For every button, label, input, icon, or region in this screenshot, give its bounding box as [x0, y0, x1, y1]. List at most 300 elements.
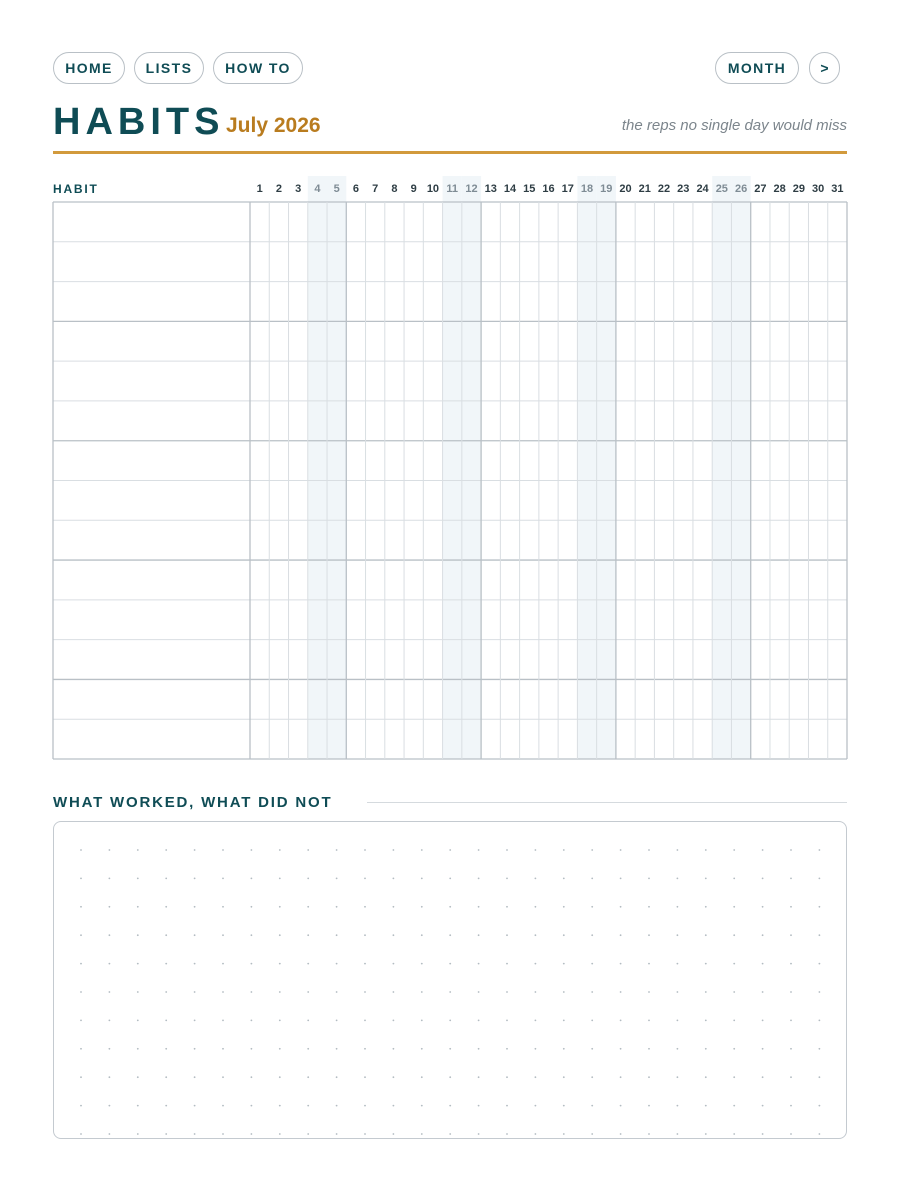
grid-dot [137, 878, 139, 880]
grid-dot [165, 1048, 167, 1050]
grid-dot [109, 991, 111, 993]
grid-dot [194, 1048, 196, 1050]
grid-dot [194, 963, 196, 965]
grid-dot [222, 878, 224, 880]
grid-dot [762, 1105, 764, 1107]
weekend-column [731, 176, 750, 759]
grid-dot [194, 906, 196, 908]
grid-dot [165, 934, 167, 936]
reflection-title: WHAT WORKED, WHAT DID NOT [53, 794, 333, 811]
grid-dot [620, 934, 622, 936]
grid-dot [109, 849, 111, 851]
grid-dot [421, 849, 423, 851]
grid-dot [137, 1020, 139, 1022]
grid-dot [790, 1076, 792, 1078]
grid-dot [279, 1020, 281, 1022]
grid-dot [620, 963, 622, 965]
day-number: 12 [465, 183, 478, 195]
grid-dot [620, 991, 622, 993]
grid-dot [194, 878, 196, 880]
grid-dot [194, 934, 196, 936]
reflection-title-line [367, 802, 847, 803]
grid-dot [563, 1048, 565, 1050]
grid-dot [307, 1105, 309, 1107]
grid-dot [421, 1076, 423, 1078]
day-number: 31 [831, 183, 844, 195]
grid-dot [194, 1105, 196, 1107]
grid-dot [506, 849, 508, 851]
grid-dot [648, 991, 650, 993]
grid-dot [449, 963, 451, 965]
grid-dot [137, 1133, 139, 1135]
grid-dot [790, 963, 792, 965]
grid-dot [506, 1133, 508, 1135]
grid-dot [677, 1048, 679, 1050]
grid-dot [591, 1133, 593, 1135]
day-number: 11 [446, 183, 459, 195]
day-number: 28 [773, 183, 786, 195]
grid-dot [393, 1076, 395, 1078]
grid-dot [677, 934, 679, 936]
grid-dot [279, 934, 281, 936]
grid-dot [336, 1020, 338, 1022]
grid-dot [563, 878, 565, 880]
grid-dot [677, 1105, 679, 1107]
grid-dot [762, 963, 764, 965]
grid-dot [449, 1076, 451, 1078]
grid-dot [648, 849, 650, 851]
grid-dot [449, 1020, 451, 1022]
grid-dot [222, 1105, 224, 1107]
grid-dot [222, 1133, 224, 1135]
grid-dot [563, 991, 565, 993]
day-number: 10 [426, 183, 440, 195]
grid-dot [449, 906, 451, 908]
grid-dot [393, 1105, 395, 1107]
grid-dot [535, 1048, 537, 1050]
grid-dot [251, 849, 253, 851]
grid-dot [449, 934, 451, 936]
day-number: 8 [391, 183, 398, 195]
grid-dot [307, 849, 309, 851]
grid-dot [279, 849, 281, 851]
grid-dot [762, 1048, 764, 1050]
grid-dot [733, 1048, 735, 1050]
grid-dot [222, 1020, 224, 1022]
grid-dot [648, 878, 650, 880]
grid-dot [819, 991, 821, 993]
grid-dot [705, 963, 707, 965]
grid-dot [563, 963, 565, 965]
page-title: HABITS [53, 101, 225, 143]
grid-dot [648, 934, 650, 936]
grid-dot [137, 991, 139, 993]
grid-dot [279, 1105, 281, 1107]
grid-dot [279, 1048, 281, 1050]
home-button[interactable]: HOME [53, 52, 125, 84]
grid-dot [222, 1048, 224, 1050]
grid-dot [733, 878, 735, 880]
grid-dot [762, 991, 764, 993]
day-number: 19 [600, 183, 613, 195]
grid-dot [563, 934, 565, 936]
grid-dot [733, 849, 735, 851]
grid-dot [251, 963, 253, 965]
grid-dot [165, 1020, 167, 1022]
grid-dot [677, 1020, 679, 1022]
grid-dot [165, 878, 167, 880]
grid-dot [165, 1133, 167, 1135]
day-number: 23 [677, 183, 690, 195]
grid-dot [449, 991, 451, 993]
grid-dot [393, 934, 395, 936]
grid-dot [733, 934, 735, 936]
grid-dot [421, 1048, 423, 1050]
day-number: 22 [657, 183, 671, 195]
grid-dot [222, 906, 224, 908]
grid-dot [819, 906, 821, 908]
habit-column-header: HABIT [53, 182, 99, 196]
next-month-button[interactable]: > [809, 52, 840, 84]
grid-dot [819, 1133, 821, 1135]
grid-dot [563, 1133, 565, 1135]
grid-dot [165, 1076, 167, 1078]
grid-dot [279, 1133, 281, 1135]
grid-dot [762, 1076, 764, 1078]
grid-dot [80, 963, 82, 965]
grid-dot [137, 963, 139, 965]
grid-dot [762, 878, 764, 880]
grid-dot [336, 934, 338, 936]
grid-dot [251, 1133, 253, 1135]
grid-dot [705, 906, 707, 908]
grid-dot [364, 906, 366, 908]
grid-dot [620, 849, 622, 851]
grid-dot [535, 1133, 537, 1135]
grid-dot [393, 849, 395, 851]
dot-grid [54, 822, 847, 1139]
grid-dot [563, 849, 565, 851]
grid-dot [421, 906, 423, 908]
grid-dot [222, 1076, 224, 1078]
weekend-column [462, 176, 481, 759]
weekend-column [712, 176, 731, 759]
grid-dot [620, 1048, 622, 1050]
grid-dot [535, 878, 537, 880]
grid-dot [535, 963, 537, 965]
grid-dot [279, 991, 281, 993]
grid-dot [336, 849, 338, 851]
grid-dot [535, 991, 537, 993]
grid-dot [393, 878, 395, 880]
grid-dot [620, 1020, 622, 1022]
grid-dot [449, 1105, 451, 1107]
day-number: 5 [333, 183, 340, 195]
day-number: 4 [314, 183, 321, 195]
grid-dot [790, 1133, 792, 1135]
grid-dot [819, 849, 821, 851]
grid-dot [535, 849, 537, 851]
grid-dot [251, 878, 253, 880]
grid-dot [819, 1048, 821, 1050]
grid-dot [80, 1020, 82, 1022]
grid-dot [80, 906, 82, 908]
grid-dot [478, 1076, 480, 1078]
grid-dot [563, 1105, 565, 1107]
grid-dot [364, 934, 366, 936]
grid-dot [336, 1076, 338, 1078]
grid-dot [364, 1020, 366, 1022]
grid-dot [393, 1020, 395, 1022]
day-number: 24 [696, 183, 709, 195]
grid-dot [620, 1105, 622, 1107]
grid-dot [819, 1020, 821, 1022]
grid-dot [677, 963, 679, 965]
grid-dot [790, 1105, 792, 1107]
grid-dot [478, 878, 480, 880]
grid-dot [421, 934, 423, 936]
day-number: 16 [542, 183, 555, 195]
grid-dot [620, 906, 622, 908]
grid-dot [819, 1105, 821, 1107]
grid-dot [307, 1048, 309, 1050]
grid-dot [364, 963, 366, 965]
grid-dot [109, 1105, 111, 1107]
grid-dot [307, 878, 309, 880]
grid-dot [733, 991, 735, 993]
grid-dot [478, 1048, 480, 1050]
grid-dot [307, 1020, 309, 1022]
day-number: 18 [580, 183, 594, 195]
grid-dot [421, 963, 423, 965]
grid-dot [165, 906, 167, 908]
grid-dot [109, 1020, 111, 1022]
weekend-column [577, 176, 596, 759]
grid-dot [506, 934, 508, 936]
grid-dot [279, 906, 281, 908]
grid-dot [819, 878, 821, 880]
grid-dot [762, 1020, 764, 1022]
grid-dot [790, 849, 792, 851]
grid-dot [733, 1105, 735, 1107]
grid-dot [194, 1020, 196, 1022]
grid-dot [307, 963, 309, 965]
grid-dot [80, 934, 82, 936]
grid-dot [109, 1133, 111, 1135]
grid-dot [705, 878, 707, 880]
how-to-button[interactable]: HOW TO [213, 52, 303, 84]
grid-dot [506, 1076, 508, 1078]
grid-dot [478, 906, 480, 908]
grid-dot [80, 1048, 82, 1050]
grid-dot [478, 963, 480, 965]
grid-dot [364, 1133, 366, 1135]
grid-dot [790, 906, 792, 908]
grid-dot [137, 906, 139, 908]
grid-dot [648, 963, 650, 965]
month-label: July 2026 [226, 114, 321, 137]
grid-dot [677, 849, 679, 851]
grid-dot [165, 991, 167, 993]
grid-dot [762, 1133, 764, 1135]
lists-button[interactable]: LISTS [134, 52, 204, 84]
grid-dot [449, 1133, 451, 1135]
day-number: 3 [295, 183, 302, 195]
grid-dot [620, 1076, 622, 1078]
grid-dot [677, 878, 679, 880]
grid-dot [364, 849, 366, 851]
grid-dot [251, 1048, 253, 1050]
grid-dot [591, 934, 593, 936]
grid-dot [165, 849, 167, 851]
grid-dot [591, 1020, 593, 1022]
grid-dot [165, 1105, 167, 1107]
weekend-column [327, 176, 346, 759]
grid-dot [705, 1020, 707, 1022]
day-number: 2 [275, 183, 282, 195]
grid-dot [393, 963, 395, 965]
grid-dot [790, 1048, 792, 1050]
grid-dot [620, 878, 622, 880]
day-number: 27 [754, 183, 767, 195]
grid-dot [648, 906, 650, 908]
weekend-column [443, 176, 462, 759]
grid-dot [109, 934, 111, 936]
day-number: 26 [734, 183, 748, 195]
grid-dot [251, 1020, 253, 1022]
grid-dot [705, 991, 707, 993]
grid-dot [733, 963, 735, 965]
grid-dot [790, 1020, 792, 1022]
grid-dot [307, 1076, 309, 1078]
grid-dot [790, 878, 792, 880]
grid-dot [80, 849, 82, 851]
grid-dot [563, 1020, 565, 1022]
grid-dot [449, 878, 451, 880]
grid-dot [705, 1076, 707, 1078]
day-number: 14 [503, 183, 517, 195]
grid-dot [251, 934, 253, 936]
grid-dot [421, 878, 423, 880]
grid-dot [393, 1133, 395, 1135]
day-number: 20 [619, 183, 632, 195]
grid-dot [251, 1105, 253, 1107]
grid-dot [506, 1020, 508, 1022]
grid-dot [478, 1020, 480, 1022]
day-number: 6 [352, 183, 359, 195]
grid-dot [648, 1076, 650, 1078]
grid-dot [648, 1048, 650, 1050]
grid-dot [222, 991, 224, 993]
grid-dot [677, 906, 679, 908]
grid-dot [591, 1076, 593, 1078]
grid-dot [336, 1105, 338, 1107]
grid-dot [591, 849, 593, 851]
grid-dot [336, 963, 338, 965]
grid-dot [137, 1076, 139, 1078]
grid-dot [705, 1048, 707, 1050]
grid-dot [251, 991, 253, 993]
grid-dot [506, 906, 508, 908]
weekend-column [597, 176, 616, 759]
grid-dot [733, 1133, 735, 1135]
grid-dot [705, 1133, 707, 1135]
grid-dot [109, 878, 111, 880]
grid-dot [279, 878, 281, 880]
day-number: 25 [715, 183, 728, 195]
grid-dot [506, 1105, 508, 1107]
month-button[interactable]: MONTH [715, 52, 799, 84]
grid-dot [307, 906, 309, 908]
grid-dot [251, 906, 253, 908]
grid-dot [648, 1133, 650, 1135]
grid-dot [194, 849, 196, 851]
grid-dot [535, 1105, 537, 1107]
grid-dot [762, 849, 764, 851]
grid-dot [194, 1133, 196, 1135]
grid-dot [705, 1105, 707, 1107]
grid-dot [535, 1020, 537, 1022]
grid-dot [449, 849, 451, 851]
grid-dot [109, 1048, 111, 1050]
day-number: 9 [410, 183, 417, 195]
grid-dot [819, 963, 821, 965]
grid-dot [478, 849, 480, 851]
grid-dot [251, 1076, 253, 1078]
grid-dot [80, 991, 82, 993]
grid-dot [421, 991, 423, 993]
grid-dot [421, 1133, 423, 1135]
grid-dot [648, 1105, 650, 1107]
grid-dot [137, 849, 139, 851]
grid-dot [336, 1133, 338, 1135]
grid-dot [336, 991, 338, 993]
grid-dot [733, 1020, 735, 1022]
reflection-notes-area[interactable] [53, 821, 847, 1139]
grid-dot [109, 963, 111, 965]
grid-dot [648, 1020, 650, 1022]
day-number: 1 [256, 183, 263, 195]
grid-dot [819, 934, 821, 936]
day-number: 30 [811, 183, 825, 195]
grid-dot [80, 878, 82, 880]
grid-dot [705, 934, 707, 936]
grid-dot [364, 991, 366, 993]
grid-dot [591, 991, 593, 993]
grid-dot [393, 906, 395, 908]
tagline: the reps no single day would miss [621, 117, 847, 134]
grid-dot [109, 906, 111, 908]
day-number: 7 [372, 183, 379, 195]
grid-dot [535, 906, 537, 908]
grid-dot [677, 991, 679, 993]
grid-dot [336, 906, 338, 908]
grid-dot [591, 963, 593, 965]
grid-dot [364, 1076, 366, 1078]
grid-dot [790, 991, 792, 993]
grid-dot [222, 934, 224, 936]
grid-dot [336, 878, 338, 880]
grid-dot [165, 963, 167, 965]
grid-dot [478, 1105, 480, 1107]
grid-dot [563, 906, 565, 908]
grid-dot [762, 934, 764, 936]
grid-dot [109, 1076, 111, 1078]
grid-dot [307, 991, 309, 993]
grid-dot [478, 1133, 480, 1135]
grid-dot [677, 1133, 679, 1135]
grid-dot [819, 1076, 821, 1078]
